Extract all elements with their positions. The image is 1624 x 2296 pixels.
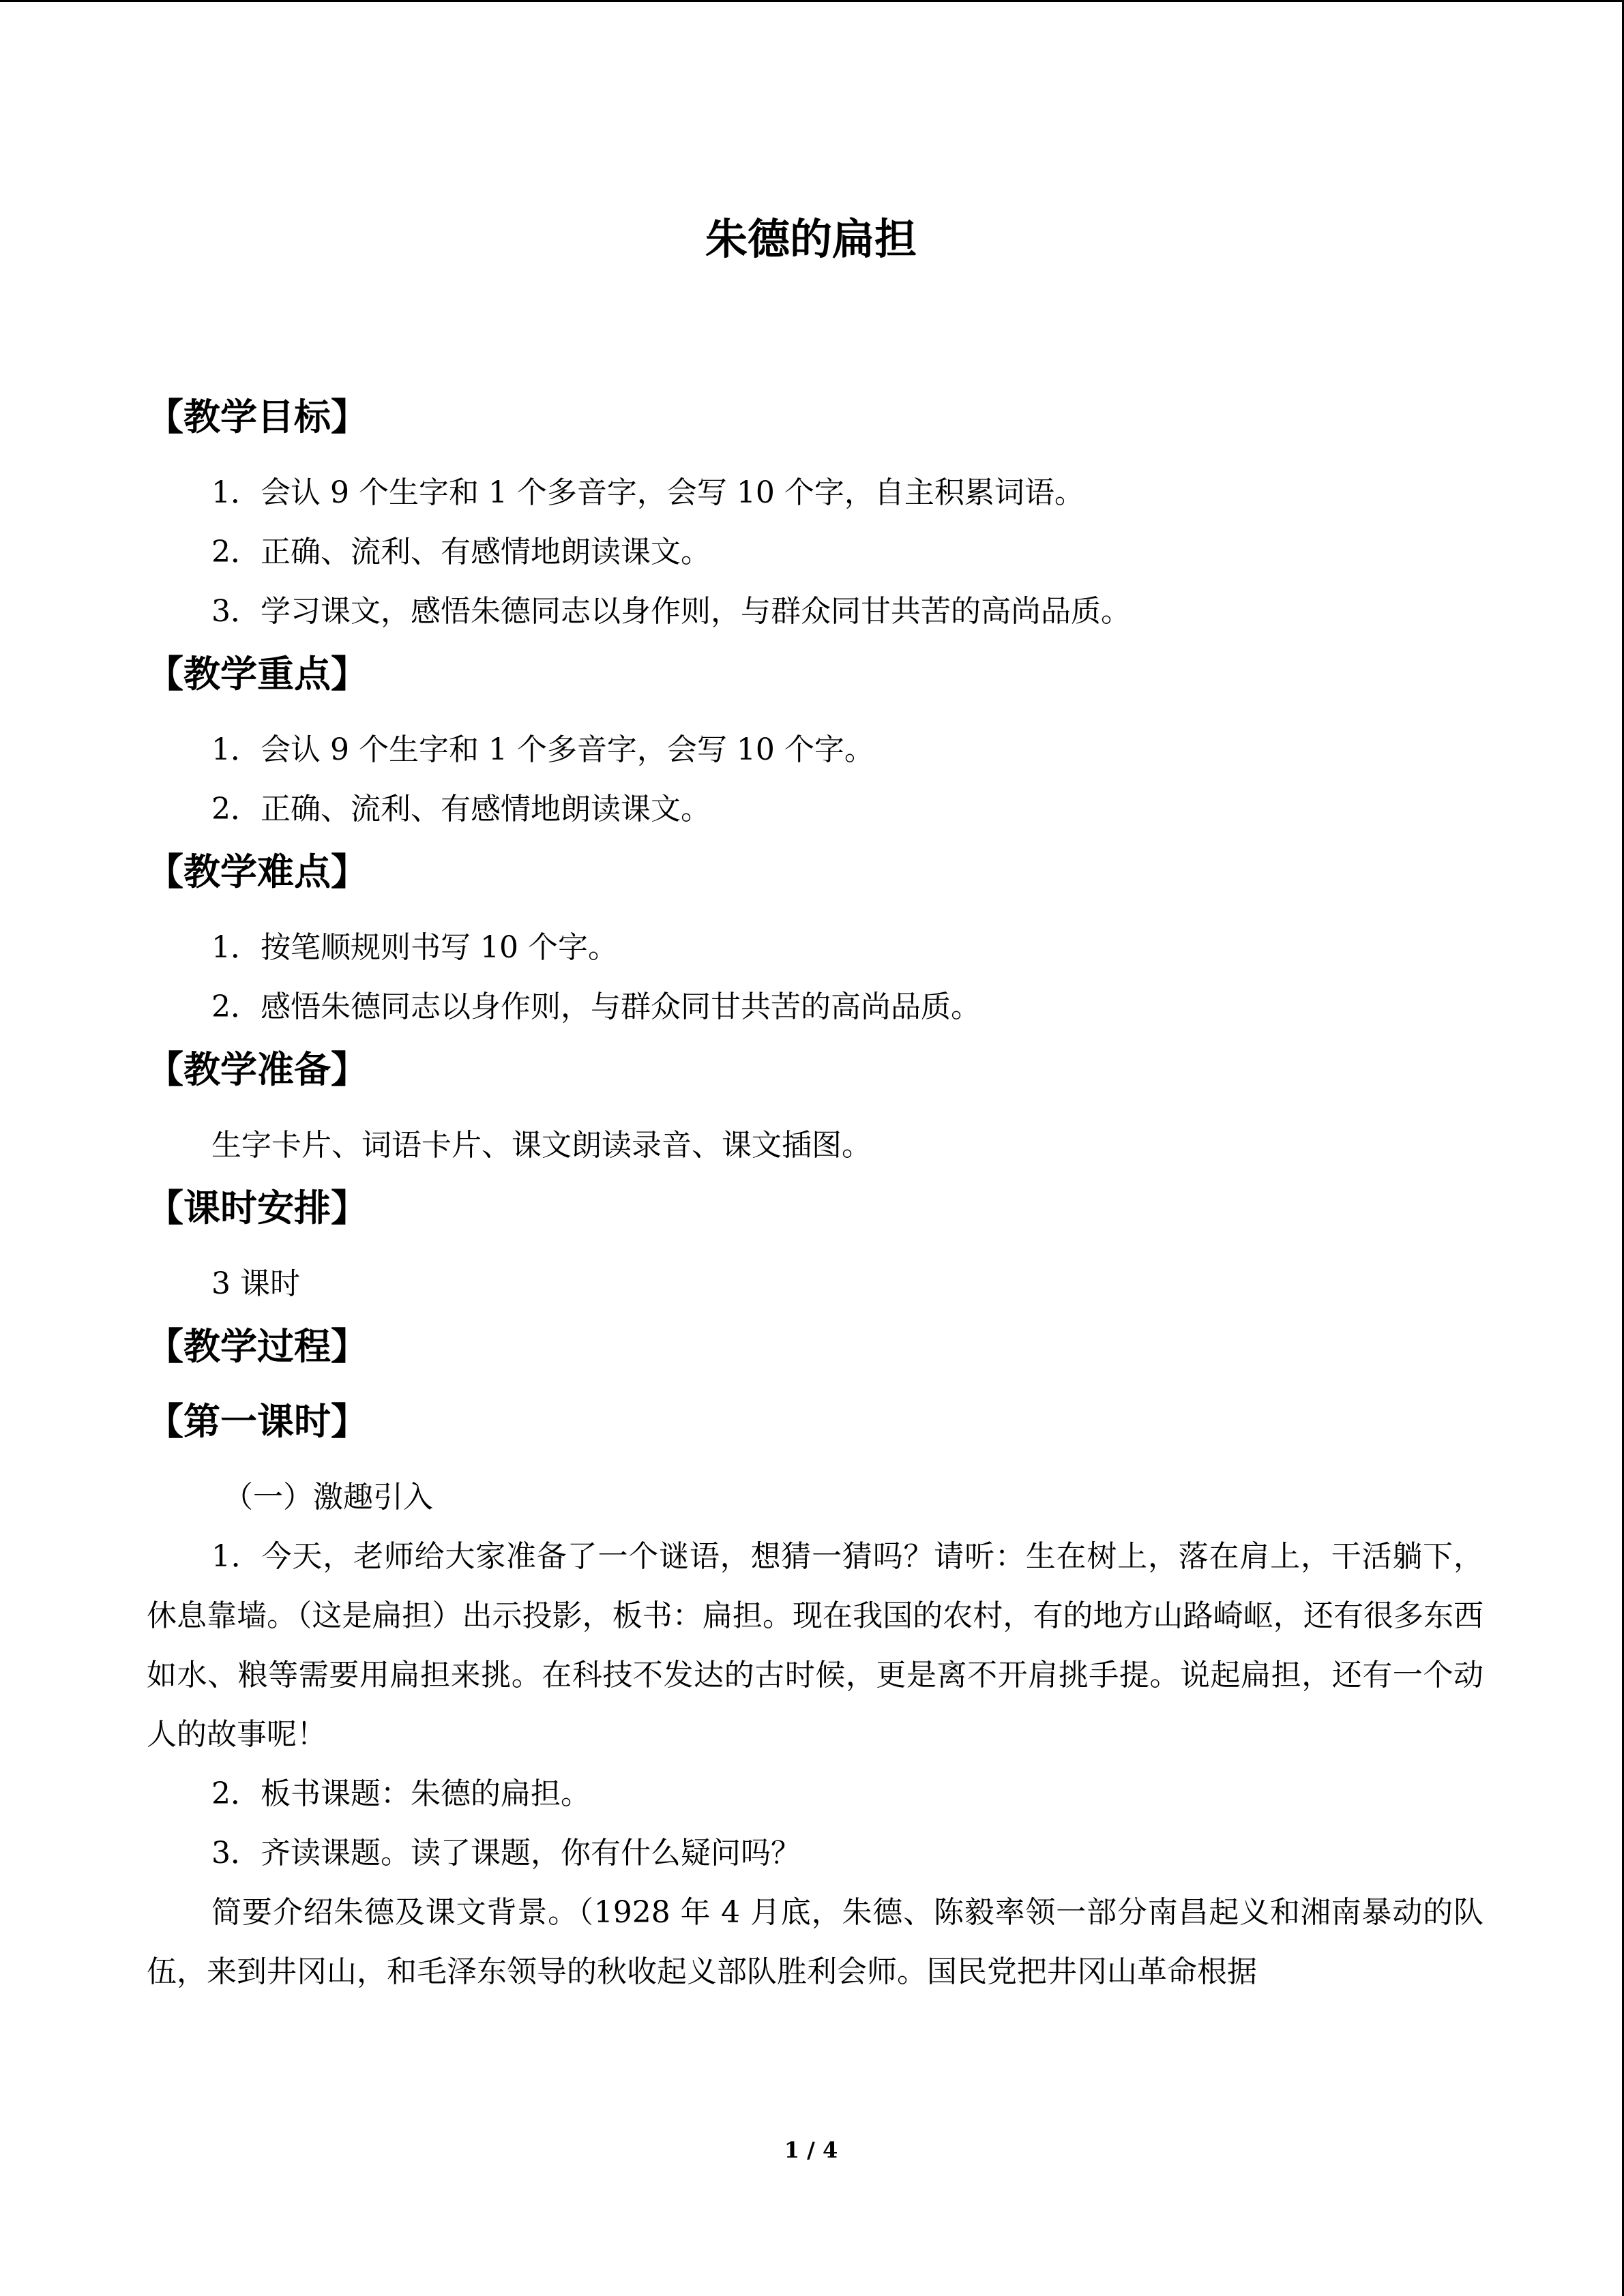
section-heading-goals: 【教学目标】 [147,396,368,438]
section-heading-process: 【教学过程】 [147,1325,368,1368]
section-heading-lesson1: 【第一课时】 [147,1400,368,1443]
goal-item: 3．学习课文，感悟朱德同志以身作则，与群众同甘共苦的高尚品质。 [211,594,1131,629]
page-number: 1 / 4 [784,2137,838,2163]
schedule-item: 3 课时 [211,1266,300,1301]
difficulty-item: 2．感悟朱德同志以身作则，与群众同甘共苦的高尚品质。 [211,989,981,1024]
key-point-item: 1．会认 9 个生字和 1 个多音字，会写 10 个字。 [211,732,874,767]
section-heading-key-points: 【教学重点】 [147,653,368,696]
section-heading-schedule: 【课时安排】 [147,1187,368,1229]
lesson1-paragraph: 2．板书课题：朱德的扁担。 [211,1776,591,1811]
difficulty-item: 1．按笔顺规则书写 10 个字。 [211,930,618,965]
lesson1-paragraph: 简要介绍朱德及课文背景。（1928 年 4 月底，朱德、陈毅率领一部分南昌起义和湘南暴动的队伍，来到井冈山，和毛泽东领导的秋收起义部队胜利会师。国民党把井冈山革命根据 [147,1895,1483,1989]
lesson1-paragraph: 1．今天，老师给大家准备了一个谜语，想猜一猜吗？请听：生在树上，落在肩上，干活躺下，休息靠墙。（这是扁担）出示投影，板书：扁担。现在我国的农村，有的地方山路崎岖，还有很多东西如水、粮等需要用扁担来挑。在科技不发达的古时候，更是离不开肩挑手提。说起扁担，还有一个动人的故事呢！ [147,1539,1483,1752]
key-point-item: 2．正确、流利、有感情地朗读课文。 [211,792,711,826]
goal-item: 1．会认 9 个生字和 1 个多音字，会写 10 个字，自主积累词语。 [211,475,1084,510]
document-title: 朱德的扁担 [705,214,917,264]
lesson1-sub-heading: （一）激趣引入 [223,1480,433,1515]
document-body [147,384,1483,2001]
section-heading-preparation: 【教学准备】 [147,1048,368,1091]
preparation-item: 生字卡片、词语卡片、课文朗读录音、课文插图。 [211,1128,872,1163]
section-heading-difficulties: 【教学难点】 [147,850,368,893]
goal-item: 2．正确、流利、有感情地朗读课文。 [211,535,711,569]
lesson1-paragraph: 3．齐读课题。读了课题，你有什么疑问吗？ [211,1836,801,1870]
